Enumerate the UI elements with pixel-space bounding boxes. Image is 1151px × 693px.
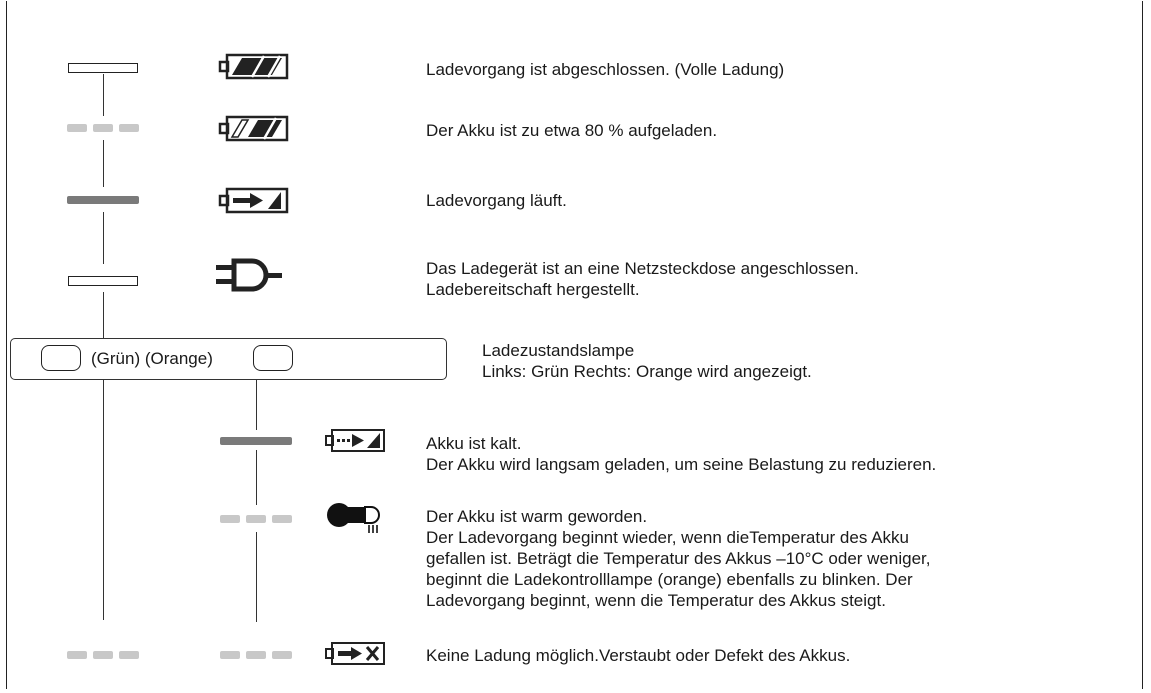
led-blinking-orange — [220, 651, 292, 659]
connector-line — [103, 140, 104, 187]
led-steady-off — [68, 276, 138, 286]
led-steady-off — [68, 63, 138, 73]
orange-lamp — [253, 345, 293, 371]
connector-line — [103, 212, 104, 264]
led-blinking-orange — [220, 515, 292, 523]
row-description: Das Ladegerät ist an eine Netzsteckdose angeschlossen. Ladebereitschaft hergestellt. — [426, 259, 859, 299]
led-blinking-green — [67, 124, 139, 132]
led-steady-orange — [220, 437, 292, 445]
connector-line — [103, 292, 104, 338]
row-description: Akku ist kalt. Der Akku wird langsam geladen, um seine Belastung zu reduzieren. — [426, 434, 937, 474]
thermometer-warm-icon — [325, 502, 387, 536]
lamp-legend-box — [10, 338, 447, 380]
connector-line — [256, 380, 257, 430]
battery-charging-icon — [218, 186, 290, 216]
connector-line — [256, 450, 257, 505]
row-description: Der Akku ist warm geworden. Der Ladevorgang beginnt wieder, wenn dieTemperatur des Akku gefallen ist. Beträgt die Temperatur des Akkus –10°C oder weniger, beginnt die Ladekontrolllampe (orange) ebenfalls zu blinken. Der Ladevorgang beginnt, wenn die Temperatur des Akkus steigt. — [426, 507, 931, 610]
led-steady-green — [67, 196, 139, 204]
power-plug-icon — [214, 258, 294, 292]
lamp-label: (Grün) (Orange) — [91, 349, 213, 368]
green-lamp — [41, 345, 81, 371]
connector-line — [256, 532, 257, 622]
battery-80-icon — [218, 114, 290, 144]
row-description: Der Akku ist zu etwa 80 % aufgeladen. — [426, 121, 718, 140]
lamp-description: Ladezustandslampe Links: Grün Rechts: Orange wird angezeigt. — [482, 341, 812, 381]
connector-line — [103, 74, 104, 116]
battery-cold-icon — [325, 427, 387, 455]
row-description: Ladevorgang läuft. — [426, 191, 567, 210]
battery-error-icon — [325, 640, 387, 668]
battery-full-icon — [218, 52, 290, 82]
row-description: Keine Ladung möglich.Verstaubt oder Defekt des Akkus. — [426, 646, 851, 665]
connector-line — [103, 380, 104, 620]
led-blinking-green — [67, 651, 139, 659]
row-description: Ladevorgang ist abgeschlossen. (Volle Ladung) — [426, 60, 785, 79]
